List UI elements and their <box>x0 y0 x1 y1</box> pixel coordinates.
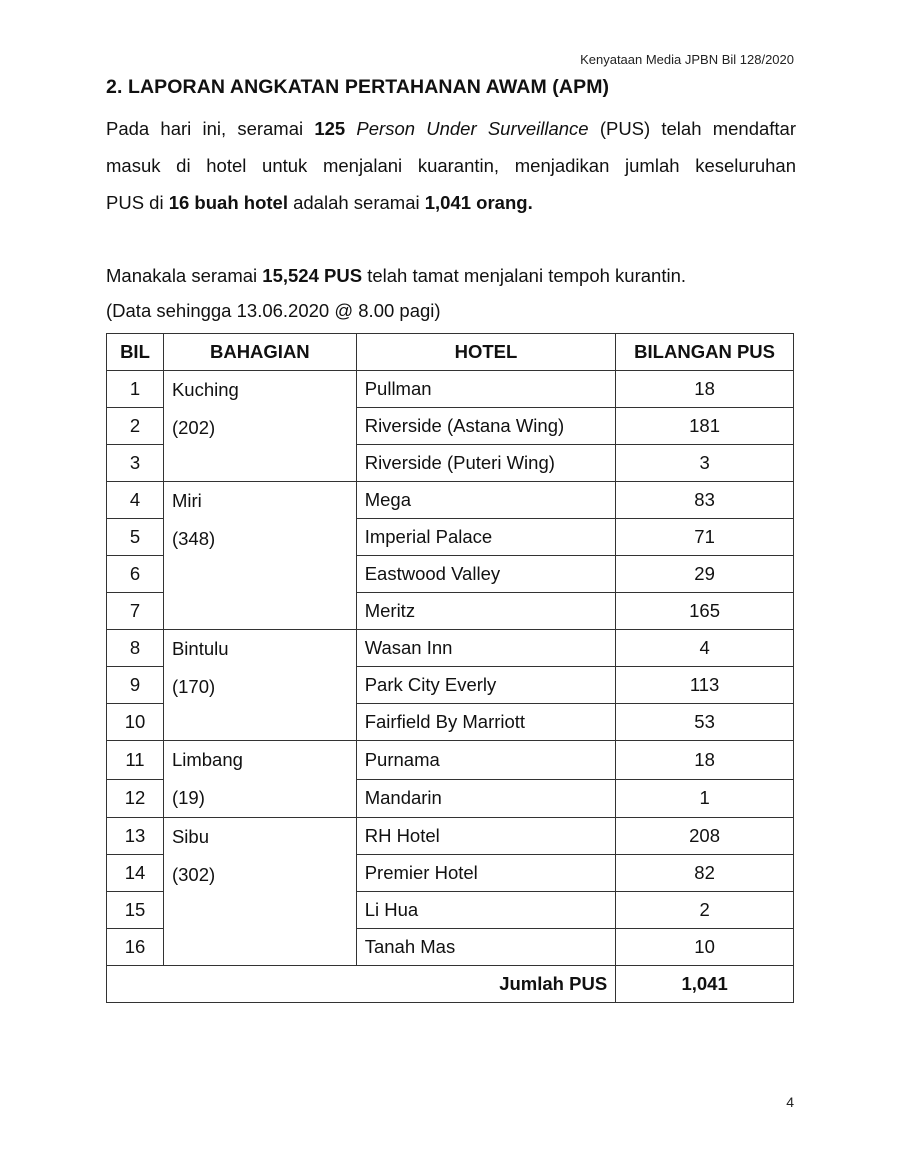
intro-line-1 <box>106 110 796 147</box>
hotel-cell: RH Hotel <box>356 818 615 855</box>
hotel-cell: Imperial Palace <box>356 519 615 556</box>
header-bilangan-pus: BILANGAN PUS <box>616 334 794 371</box>
table-row <box>107 482 794 519</box>
bahagian-total: (170) <box>171 676 216 697</box>
pus-count-cell: 113 <box>616 667 794 704</box>
total-value: 1,041 <box>616 966 794 1003</box>
header-bahagian: BAHAGIAN <box>163 334 356 371</box>
bil-cell: 6 <box>107 556 164 593</box>
bil-cell: 1 <box>107 371 164 408</box>
bahagian-name: Miri <box>171 490 202 511</box>
intro-text: PUS di <box>106 192 169 213</box>
pus-count-cell: 4 <box>616 630 794 667</box>
bahagian-cell <box>163 482 356 630</box>
pus-count-cell: 165 <box>616 593 794 630</box>
bahagian-cell <box>163 818 356 966</box>
hotel-cell: Li Hua <box>356 892 615 929</box>
table-header-row <box>107 334 794 371</box>
hotel-cell: Wasan Inn <box>356 630 615 667</box>
header-bil: BIL <box>107 334 164 371</box>
pus-count-cell: 29 <box>616 556 794 593</box>
pus-count-cell: 1 <box>616 779 794 818</box>
intro-term: Person Under Surveillance <box>345 118 589 139</box>
page-number: 4 <box>786 1094 794 1110</box>
bil-cell: 16 <box>107 929 164 966</box>
pus-count-cell: 18 <box>616 371 794 408</box>
pus-count-cell: 82 <box>616 855 794 892</box>
bil-cell: 9 <box>107 667 164 704</box>
header-reference: Kenyataan Media JPBN Bil 128/2020 <box>580 52 794 67</box>
bil-cell: 13 <box>107 818 164 855</box>
bahagian-cell <box>163 371 356 482</box>
intro-text: (PUS) telah mendaftar <box>588 118 796 139</box>
hotel-cell: Meritz <box>356 593 615 630</box>
pus-count-cell: 181 <box>616 408 794 445</box>
bahagian-total: (302) <box>171 864 216 885</box>
intro-text: Pada hari ini, seramai <box>106 118 315 139</box>
bil-cell: 3 <box>107 445 164 482</box>
bil-cell: 10 <box>107 704 164 741</box>
bahagian-cell <box>163 741 356 818</box>
bil-cell: 12 <box>107 779 164 818</box>
total-label: Jumlah PUS <box>107 966 616 1003</box>
hotel-cell: Riverside (Puteri Wing) <box>356 445 615 482</box>
pus-count-cell: 208 <box>616 818 794 855</box>
hotel-cell: Purnama <box>356 741 615 780</box>
bil-cell: 8 <box>107 630 164 667</box>
bahagian-name: Limbang <box>171 749 243 770</box>
pus-table <box>106 333 794 1003</box>
bil-cell: 7 <box>107 593 164 630</box>
total-people: 1,041 orang. <box>424 192 533 213</box>
pus-count-cell: 2 <box>616 892 794 929</box>
completed-text: telah tamat menjalani tempoh kurantin. <box>362 265 686 286</box>
bahagian-name: Bintulu <box>171 638 229 659</box>
pus-count-cell: 71 <box>616 519 794 556</box>
intro-paragraph <box>106 110 796 221</box>
intro-count: 125 <box>314 118 346 139</box>
bil-cell: 2 <box>107 408 164 445</box>
hotel-cell: Eastwood Valley <box>356 556 615 593</box>
table-row <box>107 630 794 667</box>
completed-paragraph <box>106 257 796 294</box>
hotel-cell: Mandarin <box>356 779 615 818</box>
intro-line-2: masuk di hotel untuk menjalani kuarantin, menjadikan jumlah keseluruhan <box>106 155 796 176</box>
hotel-cell: Tanah Mas <box>356 929 615 966</box>
bahagian-total: (19) <box>171 787 205 808</box>
pus-count-cell: 53 <box>616 704 794 741</box>
bahagian-name: Kuching <box>171 379 239 400</box>
bahagian-total: (202) <box>171 417 216 438</box>
section-title: 2. LAPORAN ANGKATAN PERTAHANAN AWAM (APM) <box>106 76 610 98</box>
intro-text: adalah seramai <box>287 192 425 213</box>
hotel-cell: Premier Hotel <box>356 855 615 892</box>
total-row <box>107 966 794 1003</box>
completed-count: 15,524 PUS <box>262 265 363 286</box>
completed-text: Manakala seramai <box>106 265 263 286</box>
table-row <box>107 371 794 408</box>
bahagian-total: (348) <box>171 528 216 549</box>
bahagian-cell <box>163 630 356 741</box>
bahagian-name: Sibu <box>171 826 209 847</box>
table-row <box>107 818 794 855</box>
header-hotel: HOTEL <box>356 334 615 371</box>
bil-cell: 4 <box>107 482 164 519</box>
bil-cell: 5 <box>107 519 164 556</box>
pus-count-cell: 83 <box>616 482 794 519</box>
pus-count-cell: 3 <box>616 445 794 482</box>
intro-line-3 <box>106 184 796 221</box>
pus-count-cell: 10 <box>616 929 794 966</box>
data-date-note: (Data sehingga 13.06.2020 @ 8.00 pagi) <box>106 300 441 321</box>
table-row <box>107 741 794 780</box>
pus-count-cell: 18 <box>616 741 794 780</box>
hotel-cell: Park City Everly <box>356 667 615 704</box>
hotel-cell: Riverside (Astana Wing) <box>356 408 615 445</box>
hotel-cell: Mega <box>356 482 615 519</box>
table-body <box>107 371 794 966</box>
hotel-cell: Fairfield By Marriott <box>356 704 615 741</box>
bil-cell: 14 <box>107 855 164 892</box>
hotel-cell: Pullman <box>356 371 615 408</box>
bil-cell: 15 <box>107 892 164 929</box>
hotel-count: 16 buah hotel <box>168 192 288 213</box>
bil-cell: 11 <box>107 741 164 780</box>
